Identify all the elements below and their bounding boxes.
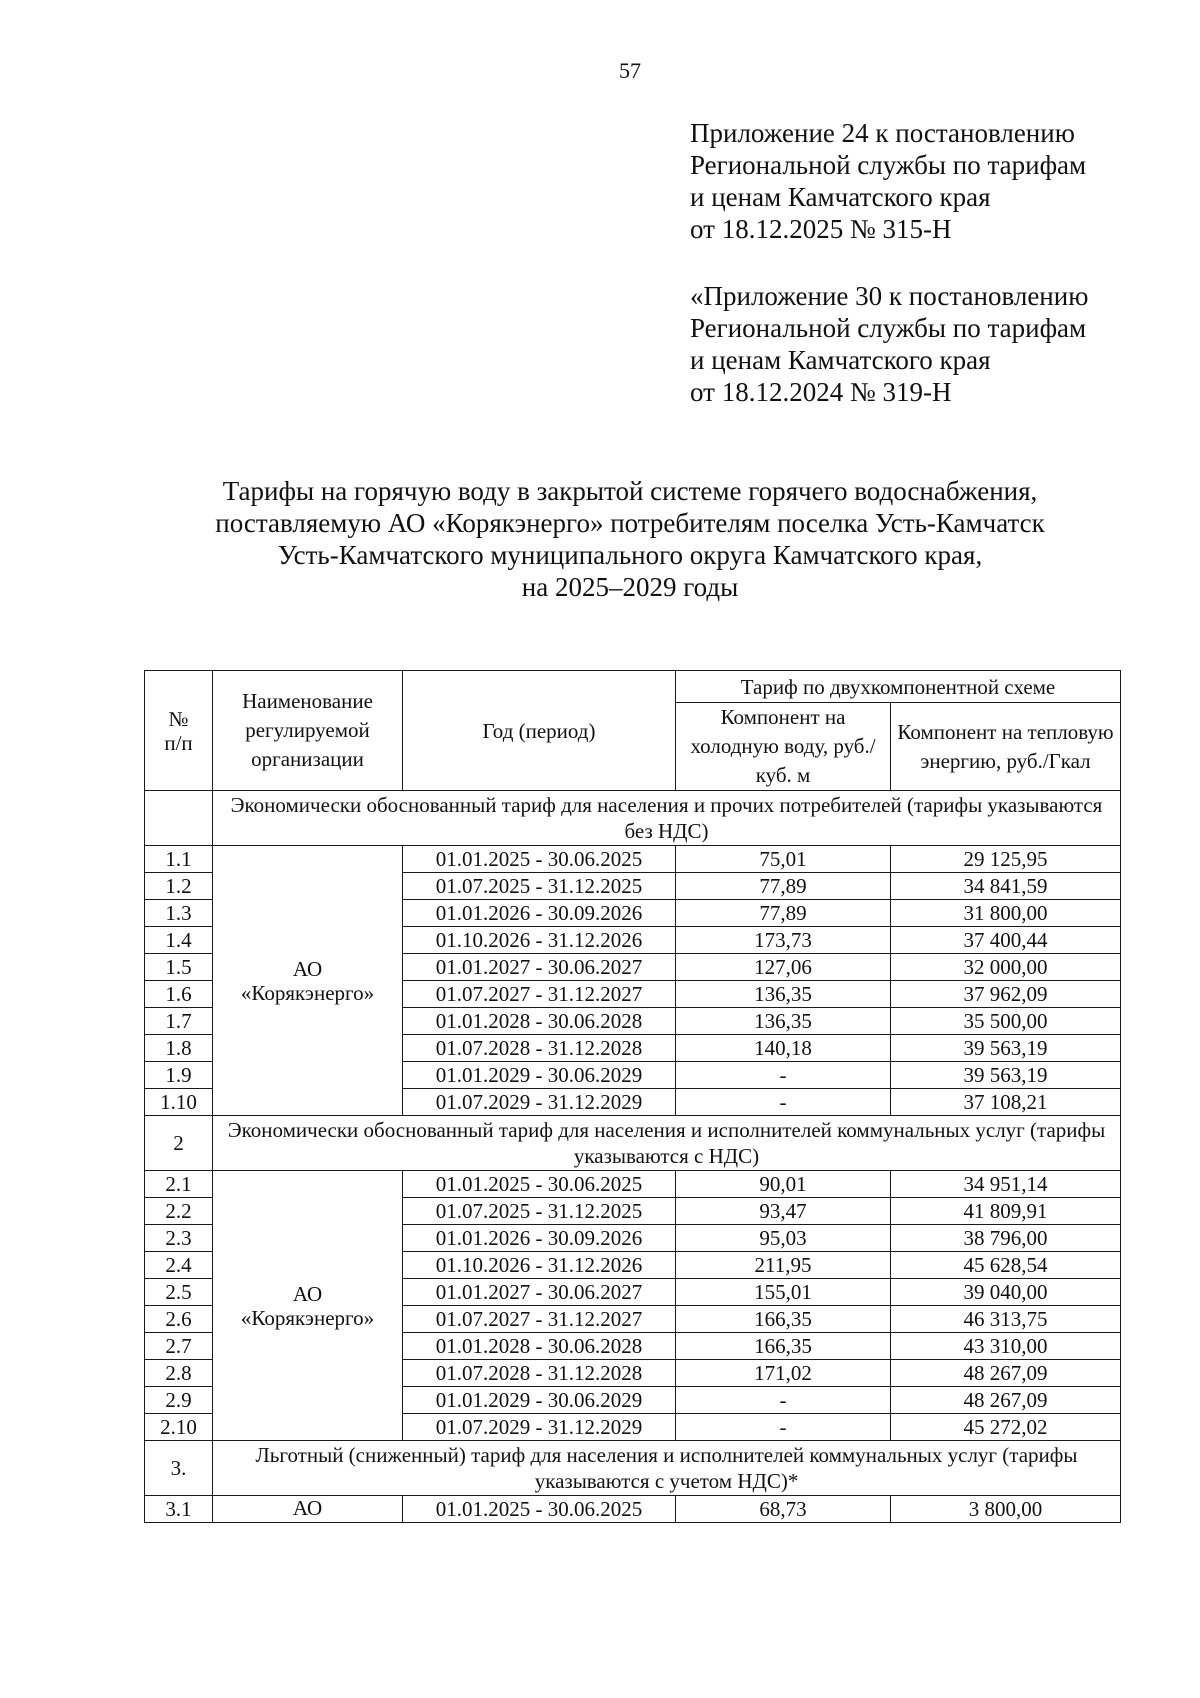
row-cold-water-tariff: 155,01 bbox=[676, 1279, 891, 1306]
row-heat-energy-tariff: 37 400,44 bbox=[891, 927, 1121, 954]
row-cold-water-tariff: - bbox=[676, 1414, 891, 1441]
row-cold-water-tariff: 211,95 bbox=[676, 1252, 891, 1279]
row-num: 1.8 bbox=[145, 1035, 213, 1062]
row-heat-energy-tariff: 3 800,00 bbox=[891, 1496, 1121, 1523]
table-row bbox=[145, 1496, 1121, 1523]
document-title-line: Тарифы на горячую воду в закрытой системе горячего водоснабжения, bbox=[222, 476, 1038, 506]
section-header-row bbox=[145, 791, 1121, 846]
org-name-line: АО bbox=[292, 1496, 323, 1520]
row-heat-energy-tariff: 31 800,00 bbox=[891, 900, 1121, 927]
row-num: 2.8 bbox=[145, 1360, 213, 1387]
table-row bbox=[145, 1171, 1121, 1198]
row-num: 2.5 bbox=[145, 1279, 213, 1306]
row-num: 2.4 bbox=[145, 1252, 213, 1279]
document-title-line: Усть-Камчатского муниципального округа Камчатского края, bbox=[277, 540, 983, 570]
section-num bbox=[145, 791, 213, 846]
row-heat-energy-tariff: 48 267,09 bbox=[891, 1387, 1121, 1414]
row-cold-water-tariff: 77,89 bbox=[676, 900, 891, 927]
row-num: 2.2 bbox=[145, 1198, 213, 1225]
row-period: 01.07.2029 - 31.12.2029 bbox=[403, 1089, 676, 1116]
tariff-table bbox=[144, 670, 1121, 1523]
row-period: 01.07.2025 - 31.12.2025 bbox=[403, 1198, 676, 1225]
row-num: 2.10 bbox=[145, 1414, 213, 1441]
org-name-line: АО bbox=[292, 1281, 323, 1306]
section-title: Экономически обоснованный тариф для населения и прочих потребителей (тарифы указываются без НДС) bbox=[213, 791, 1121, 846]
org-name-line: «Корякэнерго» bbox=[240, 1305, 375, 1330]
appendix-current-reference bbox=[690, 117, 1170, 245]
row-heat-energy-tariff: 48 267,09 bbox=[891, 1360, 1121, 1387]
row-period: 01.01.2029 - 30.06.2029 bbox=[403, 1387, 676, 1414]
row-cold-water-tariff: 166,35 bbox=[676, 1306, 891, 1333]
row-num: 2.6 bbox=[145, 1306, 213, 1333]
row-heat-energy-tariff: 43 310,00 bbox=[891, 1333, 1121, 1360]
row-heat-energy-tariff: 34 951,14 bbox=[891, 1171, 1121, 1198]
row-heat-energy-tariff: 39 040,00 bbox=[891, 1279, 1121, 1306]
org-name-line: АО bbox=[292, 956, 323, 981]
row-cold-water-tariff: - bbox=[676, 1062, 891, 1089]
row-period: 01.07.2027 - 31.12.2027 bbox=[403, 1306, 676, 1333]
row-num: 1.3 bbox=[145, 900, 213, 927]
org-name bbox=[213, 1171, 403, 1441]
row-num: 1.4 bbox=[145, 927, 213, 954]
row-period: 01.01.2025 - 30.06.2025 bbox=[403, 846, 676, 873]
row-period: 01.07.2025 - 31.12.2025 bbox=[403, 873, 676, 900]
row-heat-energy-tariff: 32 000,00 bbox=[891, 954, 1121, 981]
appendix-current-line: Региональной службы по тарифам bbox=[690, 150, 1087, 180]
appendix-current-line: и ценам Камчатского края bbox=[690, 182, 991, 212]
header-num-line: п/п bbox=[164, 730, 193, 755]
appendix-original-line: от 18.12.2024 № 319-Н bbox=[690, 377, 952, 407]
appendix-original-line: и ценам Камчатского края bbox=[690, 345, 991, 375]
row-period: 01.07.2029 - 31.12.2029 bbox=[403, 1414, 676, 1441]
document-title-line: на 2025–2029 годы bbox=[521, 572, 739, 602]
row-period: 01.07.2028 - 31.12.2028 bbox=[403, 1360, 676, 1387]
section-num: 3. bbox=[145, 1441, 213, 1496]
row-period: 01.01.2026 - 30.09.2026 bbox=[403, 1225, 676, 1252]
row-heat-energy-tariff: 29 125,95 bbox=[891, 846, 1121, 873]
row-cold-water-tariff: 90,01 bbox=[676, 1171, 891, 1198]
row-cold-water-tariff: 171,02 bbox=[676, 1360, 891, 1387]
section-header-row bbox=[145, 1441, 1121, 1496]
page-number: 57 bbox=[619, 58, 641, 83]
appendix-original-reference bbox=[690, 280, 1170, 408]
appendix-current-line: Приложение 24 к постановлению bbox=[690, 118, 1075, 148]
row-heat-energy-tariff: 46 313,75 bbox=[891, 1306, 1121, 1333]
row-period: 01.07.2028 - 31.12.2028 bbox=[403, 1035, 676, 1062]
row-cold-water-tariff: 68,73 bbox=[676, 1496, 891, 1523]
section-title: Льготный (сниженный) тариф для населения и исполнителей коммунальных услуг (тарифы указываются с учетом НДС)* bbox=[213, 1441, 1121, 1496]
row-heat-energy-tariff: 37 108,21 bbox=[891, 1089, 1121, 1116]
row-period: 01.01.2027 - 30.06.2027 bbox=[403, 1279, 676, 1306]
row-period: 01.10.2026 - 31.12.2026 bbox=[403, 1252, 676, 1279]
section-title: Экономически обоснованный тариф для населения и исполнителей коммунальных услуг (тарифы указываются с НДС) bbox=[213, 1116, 1121, 1171]
row-num: 1.9 bbox=[145, 1062, 213, 1089]
row-period: 01.01.2027 - 30.06.2027 bbox=[403, 954, 676, 981]
row-heat-energy-tariff: 38 796,00 bbox=[891, 1225, 1121, 1252]
header-cold-water: Компонент на холодную воду, руб./куб. м bbox=[676, 703, 891, 791]
row-cold-water-tariff: 166,35 bbox=[676, 1333, 891, 1360]
row-period: 01.01.2026 - 30.09.2026 bbox=[403, 900, 676, 927]
header-org: Наименование регулируемой организации bbox=[213, 671, 403, 791]
row-num: 1.6 bbox=[145, 981, 213, 1008]
header-num bbox=[145, 671, 213, 791]
table-row bbox=[145, 846, 1121, 873]
row-heat-energy-tariff: 45 272,02 bbox=[891, 1414, 1121, 1441]
row-cold-water-tariff: 136,35 bbox=[676, 1008, 891, 1035]
row-cold-water-tariff: 93,47 bbox=[676, 1198, 891, 1225]
appendix-original-line: «Приложение 30 к постановлению bbox=[690, 281, 1089, 311]
row-num: 1.1 bbox=[145, 846, 213, 873]
row-cold-water-tariff: 127,06 bbox=[676, 954, 891, 981]
row-cold-water-tariff: 77,89 bbox=[676, 873, 891, 900]
row-cold-water-tariff: 136,35 bbox=[676, 981, 891, 1008]
section-header-row bbox=[145, 1116, 1121, 1171]
row-num: 2.1 bbox=[145, 1171, 213, 1198]
row-num: 2.3 bbox=[145, 1225, 213, 1252]
appendix-current-line: от 18.12.2025 № 315-Н bbox=[690, 214, 952, 244]
org-name bbox=[213, 846, 403, 1116]
row-cold-water-tariff: - bbox=[676, 1387, 891, 1414]
row-heat-energy-tariff: 35 500,00 bbox=[891, 1008, 1121, 1035]
row-num: 2.7 bbox=[145, 1333, 213, 1360]
row-cold-water-tariff: - bbox=[676, 1089, 891, 1116]
row-cold-water-tariff: 75,01 bbox=[676, 846, 891, 873]
org-name-line: «Корякэнерго» bbox=[240, 980, 375, 1005]
table-header-row bbox=[145, 671, 1121, 703]
row-period: 01.10.2026 - 31.12.2026 bbox=[403, 927, 676, 954]
row-heat-energy-tariff: 34 841,59 bbox=[891, 873, 1121, 900]
row-period: 01.01.2028 - 30.06.2028 bbox=[403, 1333, 676, 1360]
row-num: 2.9 bbox=[145, 1387, 213, 1414]
row-num: 1.10 bbox=[145, 1089, 213, 1116]
row-heat-energy-tariff: 39 563,19 bbox=[891, 1035, 1121, 1062]
tariff-table-body bbox=[145, 791, 1121, 1523]
row-period: 01.01.2025 - 30.06.2025 bbox=[403, 1496, 676, 1523]
row-num: 1.7 bbox=[145, 1008, 213, 1035]
row-cold-water-tariff: 173,73 bbox=[676, 927, 891, 954]
header-heat-energy: Компонент на тепловую энергию, руб./Гкал bbox=[891, 703, 1121, 791]
appendix-original-line: Региональной службы по тарифам bbox=[690, 313, 1087, 343]
header-num-line: № bbox=[168, 706, 189, 731]
row-num: 1.2 bbox=[145, 873, 213, 900]
row-cold-water-tariff: 140,18 bbox=[676, 1035, 891, 1062]
row-heat-energy-tariff: 41 809,91 bbox=[891, 1198, 1121, 1225]
row-period: 01.01.2028 - 30.06.2028 bbox=[403, 1008, 676, 1035]
header-tariff-group: Тариф по двухкомпонентной схеме bbox=[676, 671, 1121, 703]
document-title-line: поставляемую АО «Корякэнерго» потребителям поселка Усть-Камчатск bbox=[215, 508, 1045, 538]
row-num: 1.5 bbox=[145, 954, 213, 981]
row-cold-water-tariff: 95,03 bbox=[676, 1225, 891, 1252]
section-num: 2 bbox=[145, 1116, 213, 1171]
org-name bbox=[213, 1496, 403, 1523]
row-heat-energy-tariff: 45 628,54 bbox=[891, 1252, 1121, 1279]
row-num: 3.1 bbox=[145, 1496, 213, 1523]
row-period: 01.01.2029 - 30.06.2029 bbox=[403, 1062, 676, 1089]
row-heat-energy-tariff: 39 563,19 bbox=[891, 1062, 1121, 1089]
row-period: 01.01.2025 - 30.06.2025 bbox=[403, 1171, 676, 1198]
row-period: 01.07.2027 - 31.12.2027 bbox=[403, 981, 676, 1008]
header-period: Год (период) bbox=[403, 671, 676, 791]
row-heat-energy-tariff: 37 962,09 bbox=[891, 981, 1121, 1008]
document-title bbox=[0, 475, 1200, 603]
